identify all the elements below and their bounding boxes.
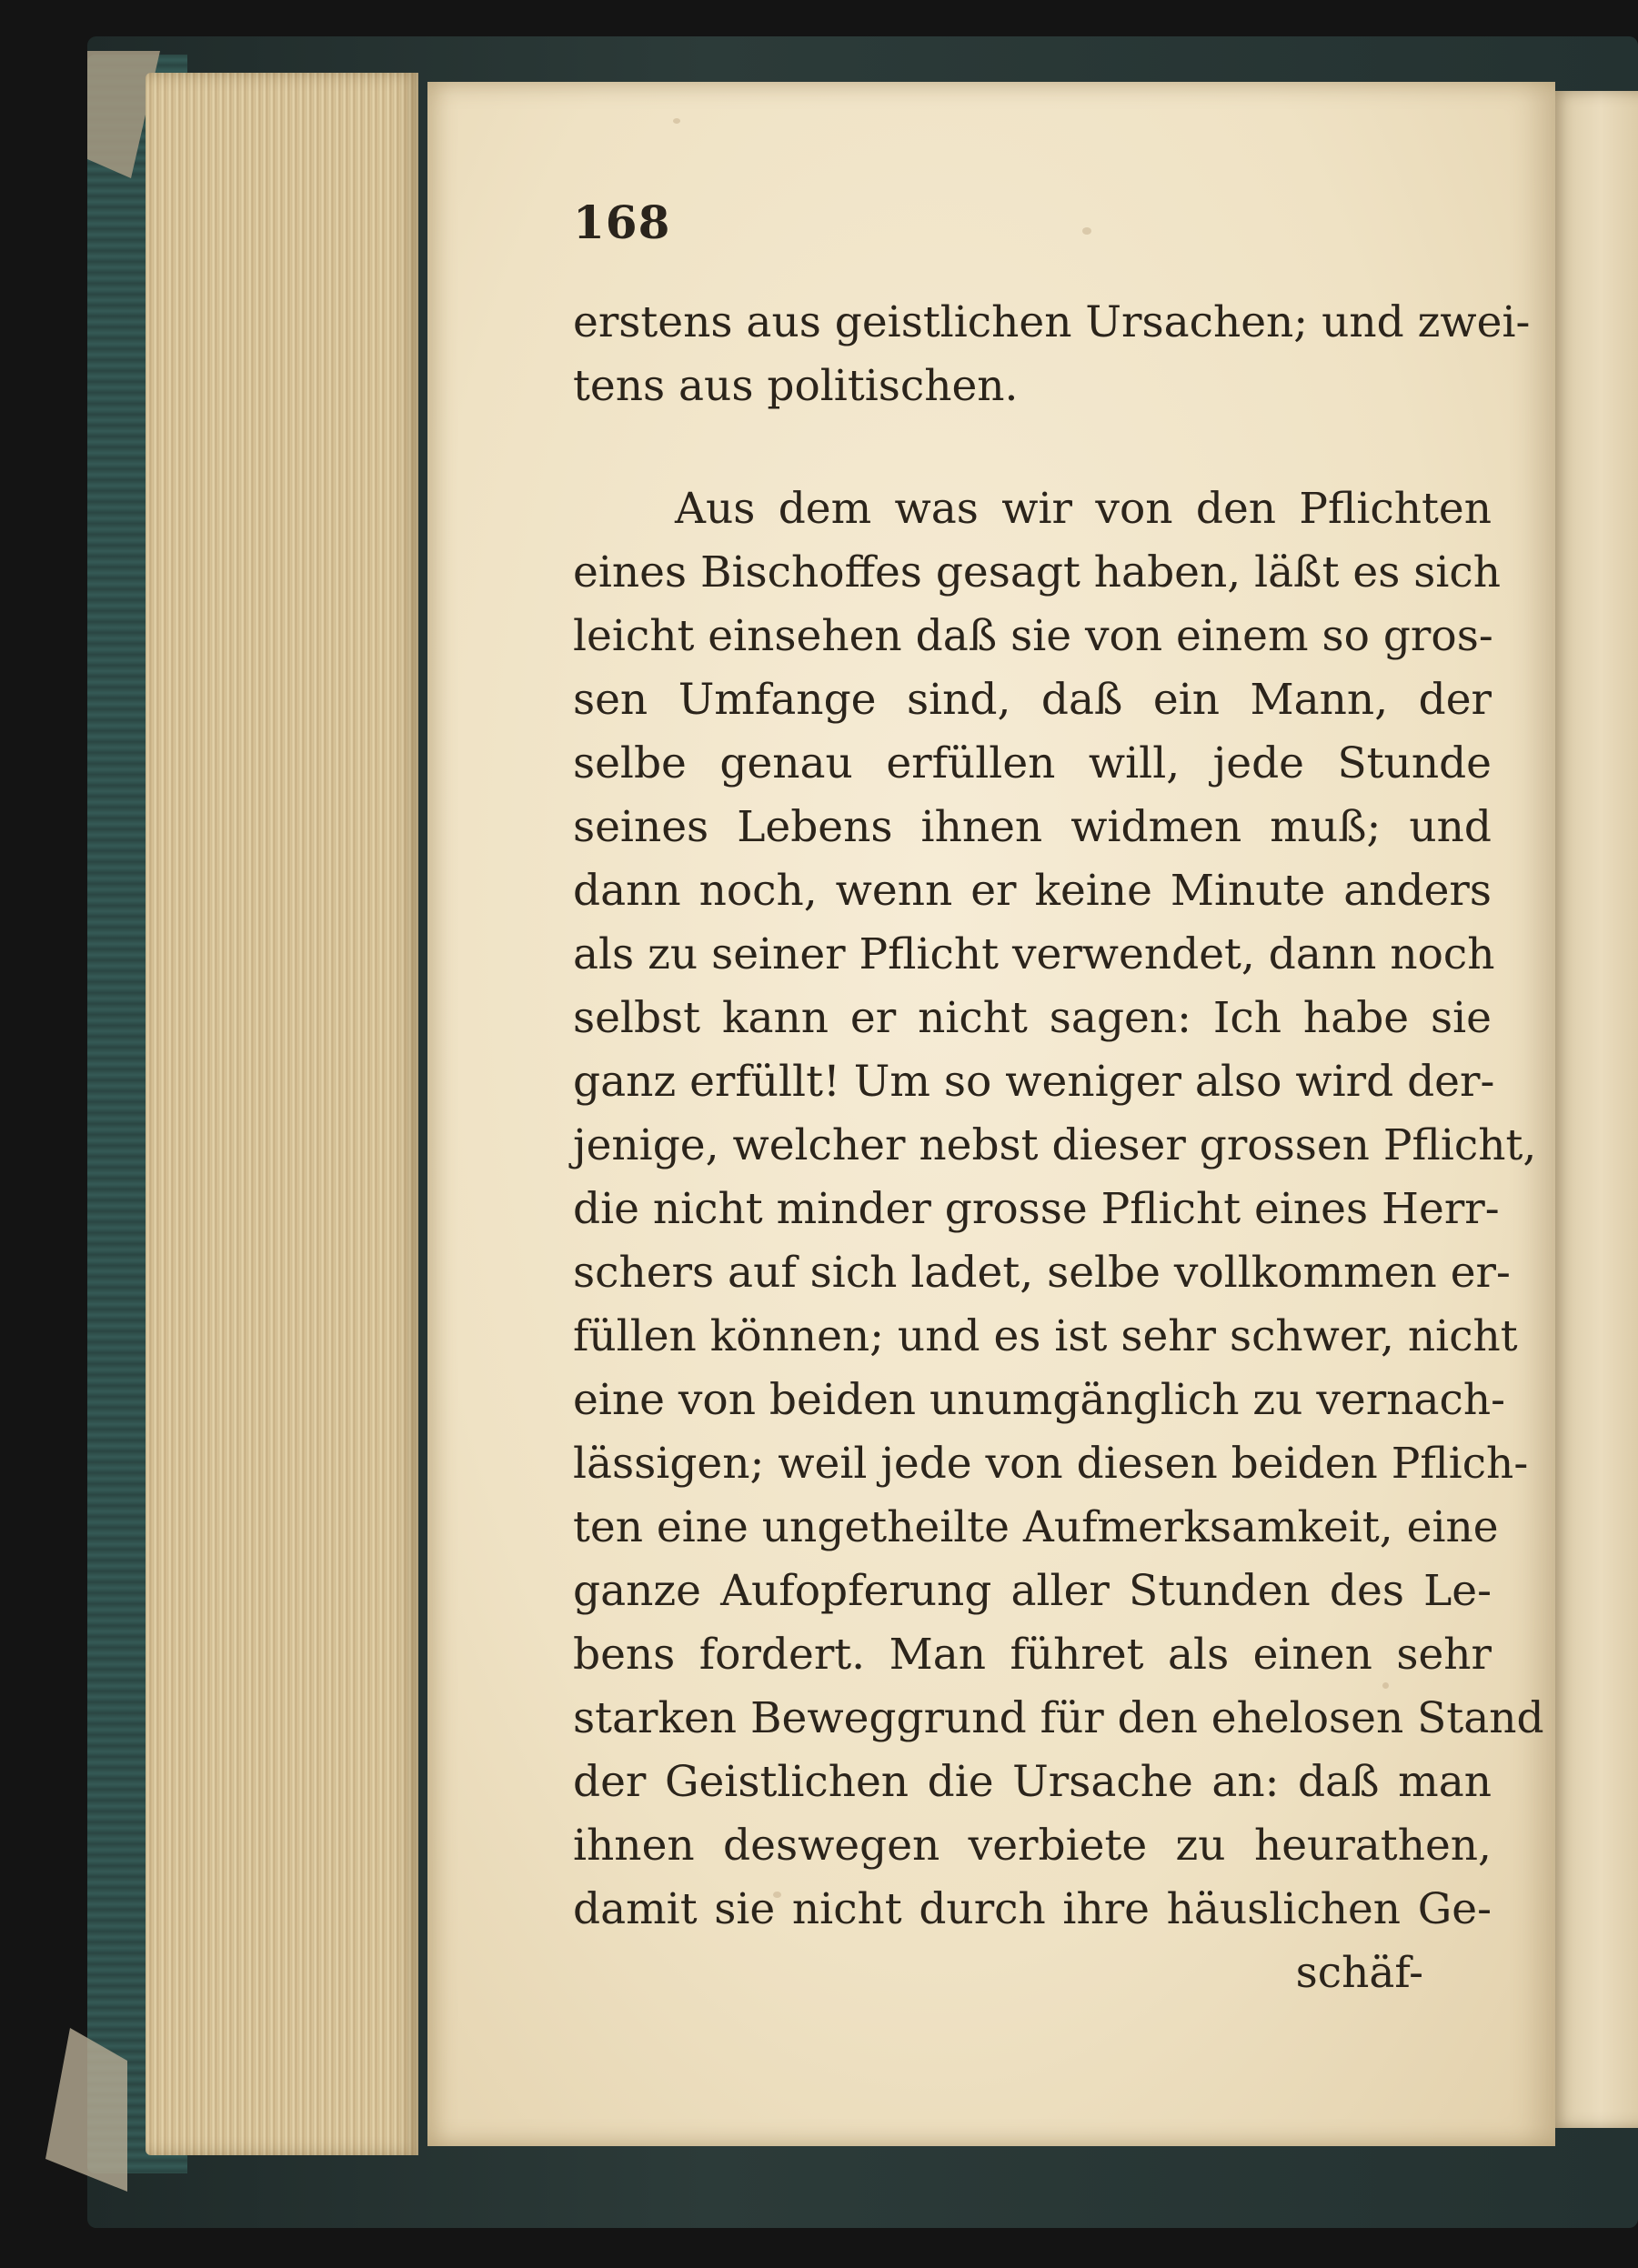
text-line: schers auf sich ladet, selbe vollkommen er- [573, 1248, 1511, 1298]
text-line: ten eine ungetheilte Aufmerksamkeit, eine [573, 1502, 1499, 1552]
text-line: eine von beiden unumgänglich zu vernach- [573, 1375, 1505, 1425]
text-line: starken Beweggrund für den ehelosen Stand [573, 1693, 1544, 1743]
text-line: leicht einsehen daß sie von einem so gros- [573, 611, 1493, 661]
text-line: dann noch, wenn er keine Minute anders [573, 866, 1492, 916]
text-line: bens fordert. Man führet als einen sehr [573, 1630, 1492, 1680]
book-page [427, 82, 1555, 2146]
text-line: ganz erfüllt! Um so weniger also wird der- [573, 1057, 1495, 1107]
text-line: tens aus politischen. [573, 361, 1019, 411]
text-line: selbst kann er nicht sagen: Ich habe sie [573, 993, 1492, 1043]
text-line: ganze Aufopferung aller Stunden des Le- [573, 1566, 1492, 1616]
text-line: eines Bischoffes gesagt haben, läßt es sich [573, 547, 1502, 597]
page-stack-edges [146, 73, 418, 2155]
text-line: damit sie nicht durch ihre häuslichen Ge- [573, 1884, 1492, 1934]
page-body-text [573, 291, 1544, 2005]
text-line: lässigen; weil jede von diesen beiden Pflich- [573, 1439, 1529, 1489]
text-line: als zu seiner Pflicht verwendet, dann noch [573, 929, 1495, 979]
text-line: jenige, welcher nebst dieser grossen Pflicht, [573, 1120, 1537, 1170]
facing-page-edge [1551, 91, 1638, 2128]
text-line: Aus dem was wir von den Pflichten [675, 484, 1492, 534]
text-line: ihnen deswegen verbiete zu heurathen, [573, 1821, 1492, 1871]
text-line: erstens aus geistlichen Ursachen; und zwei- [573, 297, 1531, 347]
page-number: 168 [573, 196, 671, 249]
text-line: sen Umfange sind, daß ein Mann, der [573, 675, 1492, 725]
text-line: die nicht minder grosse Pflicht eines Herr- [573, 1184, 1500, 1234]
text-line: selbe genau erfüllen will, jede Stunde [573, 738, 1492, 788]
catchword: schäf- [1295, 1948, 1423, 1998]
text-line: der Geistlichen die Ursache an: daß man [573, 1757, 1492, 1807]
text-line: seines Lebens ihnen widmen muß; und [573, 802, 1492, 852]
text-line: füllen können; und es ist sehr schwer, nicht [573, 1311, 1518, 1361]
